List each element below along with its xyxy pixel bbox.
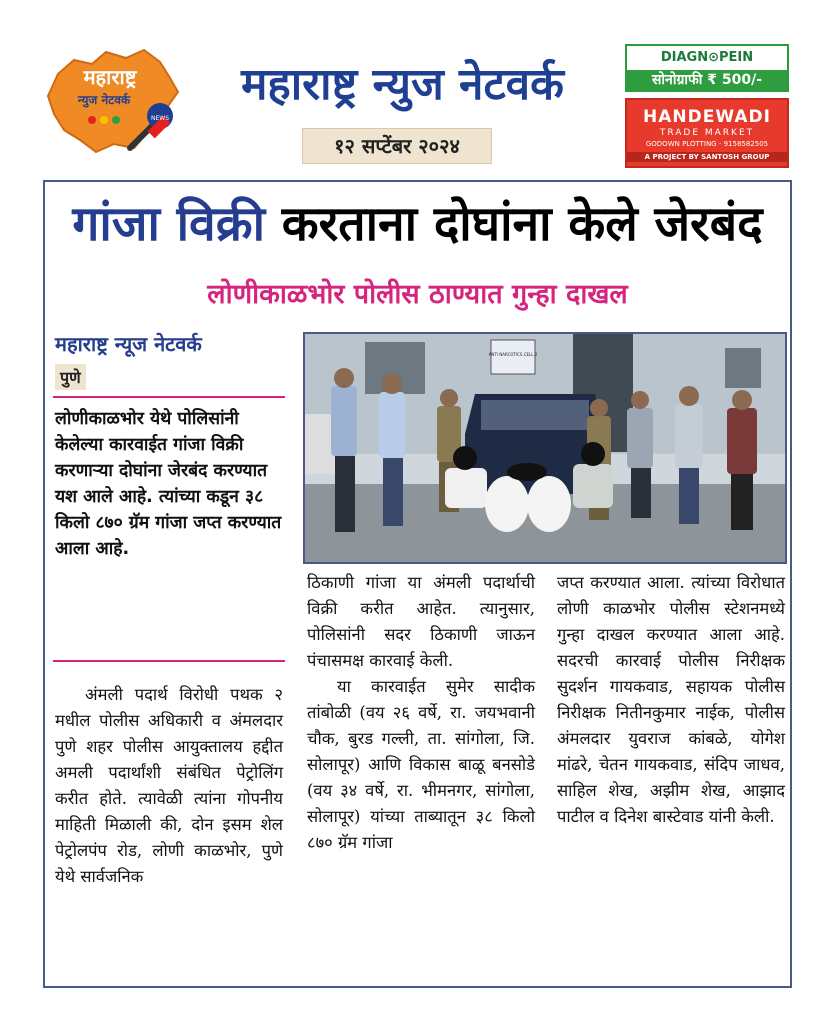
brand-logo[interactable] — [44, 44, 184, 156]
byline: महाराष्ट्र न्यूज नेटवर्क — [55, 332, 202, 356]
ad2-footer: A PROJECT BY SANTOSH GROUP — [627, 152, 787, 162]
ad1-brand: DIAGN⊙PEIN — [660, 50, 754, 65]
lead-paragraph: लोणीकाळभोर येथे पोलिसांनी केलेल्या कारवाईत गांजा विक्री करणाऱ्या दोघांना जेरबंद करण्यात यश आले आहे. त्यांच्या कडून ३८ किलो ८७० ग्रॅम गांजा जप्त करण्यात आला आहे. — [55, 409, 282, 559]
col2-paragraph-2: या कारवाईत सुमेर सादीक तांबोळी (वय २६ वर्षे, रा. जयभवानी चौक, बुरड गल्ली, ता. सांगोला, जि. सोलापूर) आणि विकास बाळू बनसोडे (वय ३४ वर्षे, रा. भीमनगर, सांगोला, सोलापूर) यांच्या ताब्यातून ३८ किलो ८७० ग्रॅम गांजा — [307, 677, 535, 852]
mic-label: NEWS — [150, 115, 170, 122]
masthead — [0, 0, 835, 178]
ad2-contact: GODOWN PLOTTING - 9158582505 — [645, 140, 769, 148]
logo-map-icon — [44, 44, 184, 156]
col1-paragraph: अंमली पदार्थ विरोधी पथक २ मधील पोलीस अधिकारी व अंमलदार पुणे शहर पोलीस आयुक्तालय हद्दीत अमली पदार्थांशी संबंधित पेट्रोलिंग करीत होते. त्यावेळी त्यांना गोपनीय माहिती मिळाली की, दोन इसम शेल पेट्रोलपंप रोड, लोणी काळभोर, पुणे येथे सार्वजनिक — [55, 685, 283, 886]
headline-highlight: गांजा विक्री — [72, 196, 266, 252]
lead-top-rule — [53, 396, 285, 398]
article-column-2 — [307, 570, 535, 856]
col2-paragraph-1: ठिकाणी गांजा या अंमली पदार्थाची विक्री करीत आहेत. त्यानुसार, पोलिसांनी सदर ठिकाणी जाऊन पंचासमक्ष कारवाई केली. — [307, 573, 535, 670]
ad2-title: HANDEWADI — [643, 107, 771, 127]
logo-line1: महाराष्ट्र — [83, 65, 137, 89]
article-column-3 — [557, 570, 785, 830]
article-frame — [43, 180, 792, 988]
article-headline — [45, 194, 790, 254]
handewadi-ad[interactable] — [625, 98, 789, 168]
headline-rest: करताना दोघांना केले जेरबंद — [281, 196, 763, 252]
article-column-1 — [55, 682, 283, 890]
photo-illustration — [305, 334, 785, 562]
photo-sign-text: ANTI NARCOTICS CELL 2 — [488, 352, 538, 357]
lead-bottom-rule — [53, 660, 285, 662]
newspaper-title: महाराष्ट्र न्युज नेटवर्क — [241, 59, 564, 110]
issue-date: १२ सप्टेंबर २०२४ — [302, 128, 492, 164]
ad2-subtitle: TRADE MARKET — [659, 128, 755, 138]
article-photo[interactable] — [303, 332, 787, 564]
col3-paragraph: जप्त करण्यात आला. त्यांच्या विरोधात लोणी काळभोर पोलीस स्टेशनमध्ये गुन्हा दाखल करण्यात आला आहे. सदरची कारवाई पोलीस निरीक्षक सुदर्शन गायकवाड, सहायक पोलीस निरीक्षक नितीनकुमार नाईक, पोलीस अंमलदार युवराज कांबळे, योगेश मांढरे, चेतन गायकवाड, संदिप जाधव, साहिल शेख, अझीम शेख, आझाद पाटील व दिनेश बास्टेवाड यांनी केली. — [557, 573, 785, 826]
diagnopein-ad[interactable] — [625, 44, 789, 92]
place-tag: पुणे — [55, 364, 86, 390]
article-subheadline: लोणीकाळभोर पोलीस ठाण्यात गुन्हा दाखल — [207, 279, 628, 310]
logo-line2: न्युज नेटवर्क — [77, 93, 131, 107]
ad1-offer: सोनोग्राफी ₹ 500/- — [627, 70, 787, 90]
